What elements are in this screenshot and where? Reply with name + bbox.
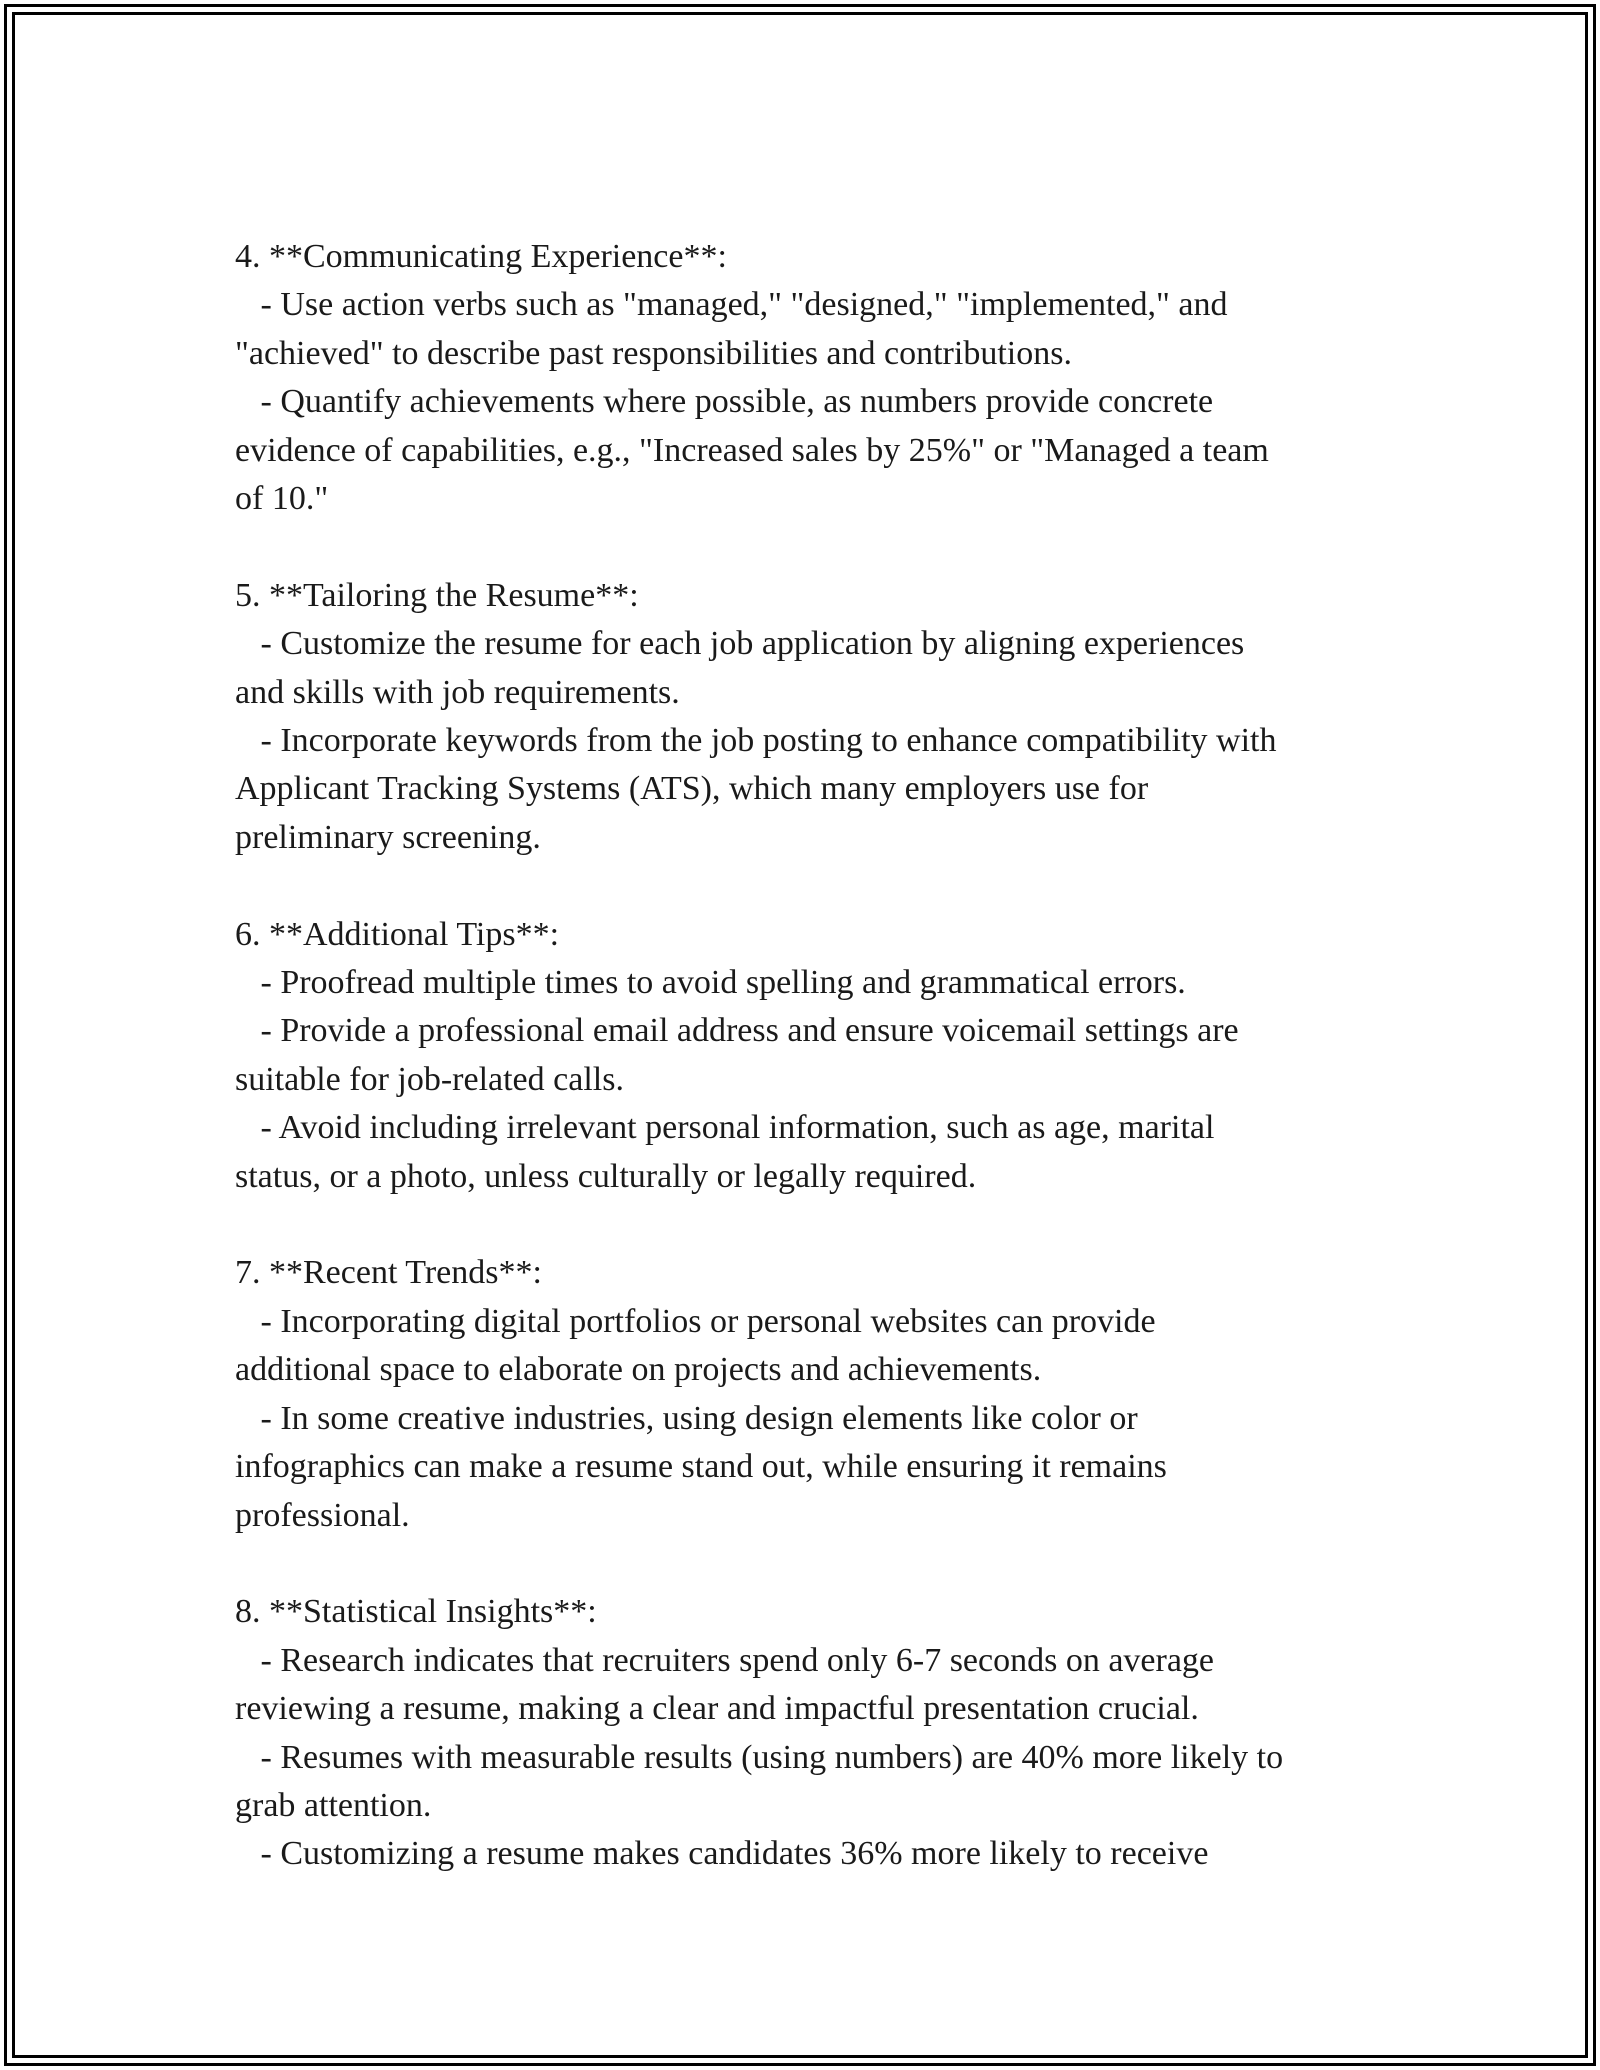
text-line: - In some creative industries, using design elements like color or: [235, 1399, 1138, 1437]
text-line: 7. **Recent Trends**:: [235, 1254, 542, 1292]
text-line: "achieved" to describe past responsibilities and contributions.: [235, 334, 1072, 372]
blank-line: [235, 862, 1385, 910]
text-line: professional.: [235, 1496, 410, 1534]
text-line: 6. **Additional Tips**:: [235, 915, 560, 953]
text-line: - Proofread multiple times to avoid spelling and grammatical errors.: [235, 964, 1186, 1002]
text-line: Applicant Tracking Systems (ATS), which many employers use for: [235, 770, 1149, 808]
text-line: 4. **Communicating Experience**:: [235, 238, 727, 275]
blank-line: [235, 523, 1385, 571]
text-line: grab attention.: [235, 1786, 432, 1824]
text-line: - Quantify achievements where possible, as numbers provide concrete: [235, 383, 1214, 421]
text-line: status, or a photo, unless culturally or legally required.: [235, 1157, 977, 1195]
blank-line: [235, 1201, 1385, 1249]
text-line: - Customizing a resume makes candidates 36% more likely to receive: [235, 1835, 1209, 1873]
text-line: preliminary screening.: [235, 818, 541, 856]
text-line: additional space to elaborate on projects and achievements.: [235, 1351, 1042, 1389]
text-line: reviewing a resume, making a clear and impactful presentation crucial.: [235, 1690, 1199, 1728]
text-line: - Customize the resume for each job application by aligning experiences: [235, 625, 1245, 663]
text-line: - Use action verbs such as "managed," "designed," "implemented," and: [235, 286, 1228, 324]
blank-line: [235, 1540, 1385, 1588]
text-line: - Resumes with measurable results (using numbers) are 40% more likely to: [235, 1738, 1284, 1776]
text-line: evidence of capabilities, e.g., "Increased sales by 25%" or "Managed a team: [235, 431, 1269, 469]
document-body: [235, 233, 1385, 1879]
text-line: - Incorporate keywords from the job posting to enhance compatibility with: [235, 722, 1277, 760]
text-line: - Provide a professional email address and ensure voicemail settings are: [235, 1012, 1239, 1050]
text-line: 5. **Tailoring the Resume**:: [235, 576, 639, 614]
text-line: and skills with job requirements.: [235, 673, 680, 711]
text-line: 8. **Statistical Insights**:: [235, 1593, 597, 1631]
text-line: - Incorporating digital portfolios or personal websites can provide: [235, 1302, 1156, 1340]
text-line: - Avoid including irrelevant personal information, such as age, marital: [235, 1109, 1215, 1147]
text-line: of 10.": [235, 480, 329, 518]
text-line: infographics can make a resume stand out, while ensuring it remains: [235, 1448, 1167, 1486]
text-line: suitable for job-related calls.: [235, 1060, 624, 1098]
text-line: - Research indicates that recruiters spend only 6-7 seconds on average: [235, 1641, 1215, 1679]
